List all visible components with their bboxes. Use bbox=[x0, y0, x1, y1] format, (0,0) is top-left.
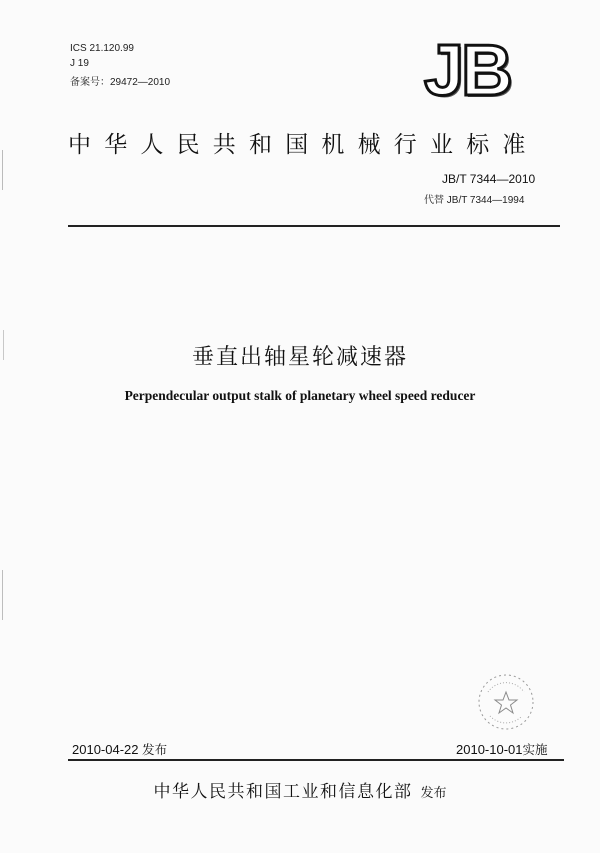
publisher-suffix: 发布 bbox=[420, 786, 447, 801]
effective-date bbox=[456, 740, 548, 758]
issue-date-value: 2010-04-22 bbox=[72, 742, 139, 757]
replaces-standard: 代替 JB/T 7344—1994 bbox=[424, 195, 525, 206]
standard-number: JB/T 7344—2010 bbox=[442, 172, 536, 186]
bottom-divider bbox=[68, 759, 564, 761]
scan-edge-marks bbox=[2, 150, 5, 710]
ics-code: ICS 21.120.99 bbox=[70, 43, 134, 54]
jb-logo: JB bbox=[423, 31, 511, 111]
issue-date bbox=[72, 740, 167, 758]
document-title-en: Perpendecular output stalk of planetary wheel speed reducer bbox=[124, 388, 476, 403]
issue-date-label: 发布 bbox=[142, 742, 168, 757]
publisher-seal bbox=[474, 670, 538, 734]
publisher-line bbox=[0, 777, 600, 802]
document-title-cn: 垂直出轴星轮减速器 bbox=[191, 345, 408, 370]
org-title: 中华人民共和国机械行业标准 bbox=[68, 132, 539, 158]
filing-number: 备案号：29472—2010 bbox=[70, 77, 171, 88]
classification-code: J 19 bbox=[70, 58, 89, 69]
top-divider bbox=[68, 225, 560, 227]
publisher-name: 中华人民共和国工业和信息化部 bbox=[153, 782, 413, 802]
effective-date-value: 2010-10-01 bbox=[456, 742, 523, 757]
effective-date-label: 实施 bbox=[522, 742, 548, 757]
